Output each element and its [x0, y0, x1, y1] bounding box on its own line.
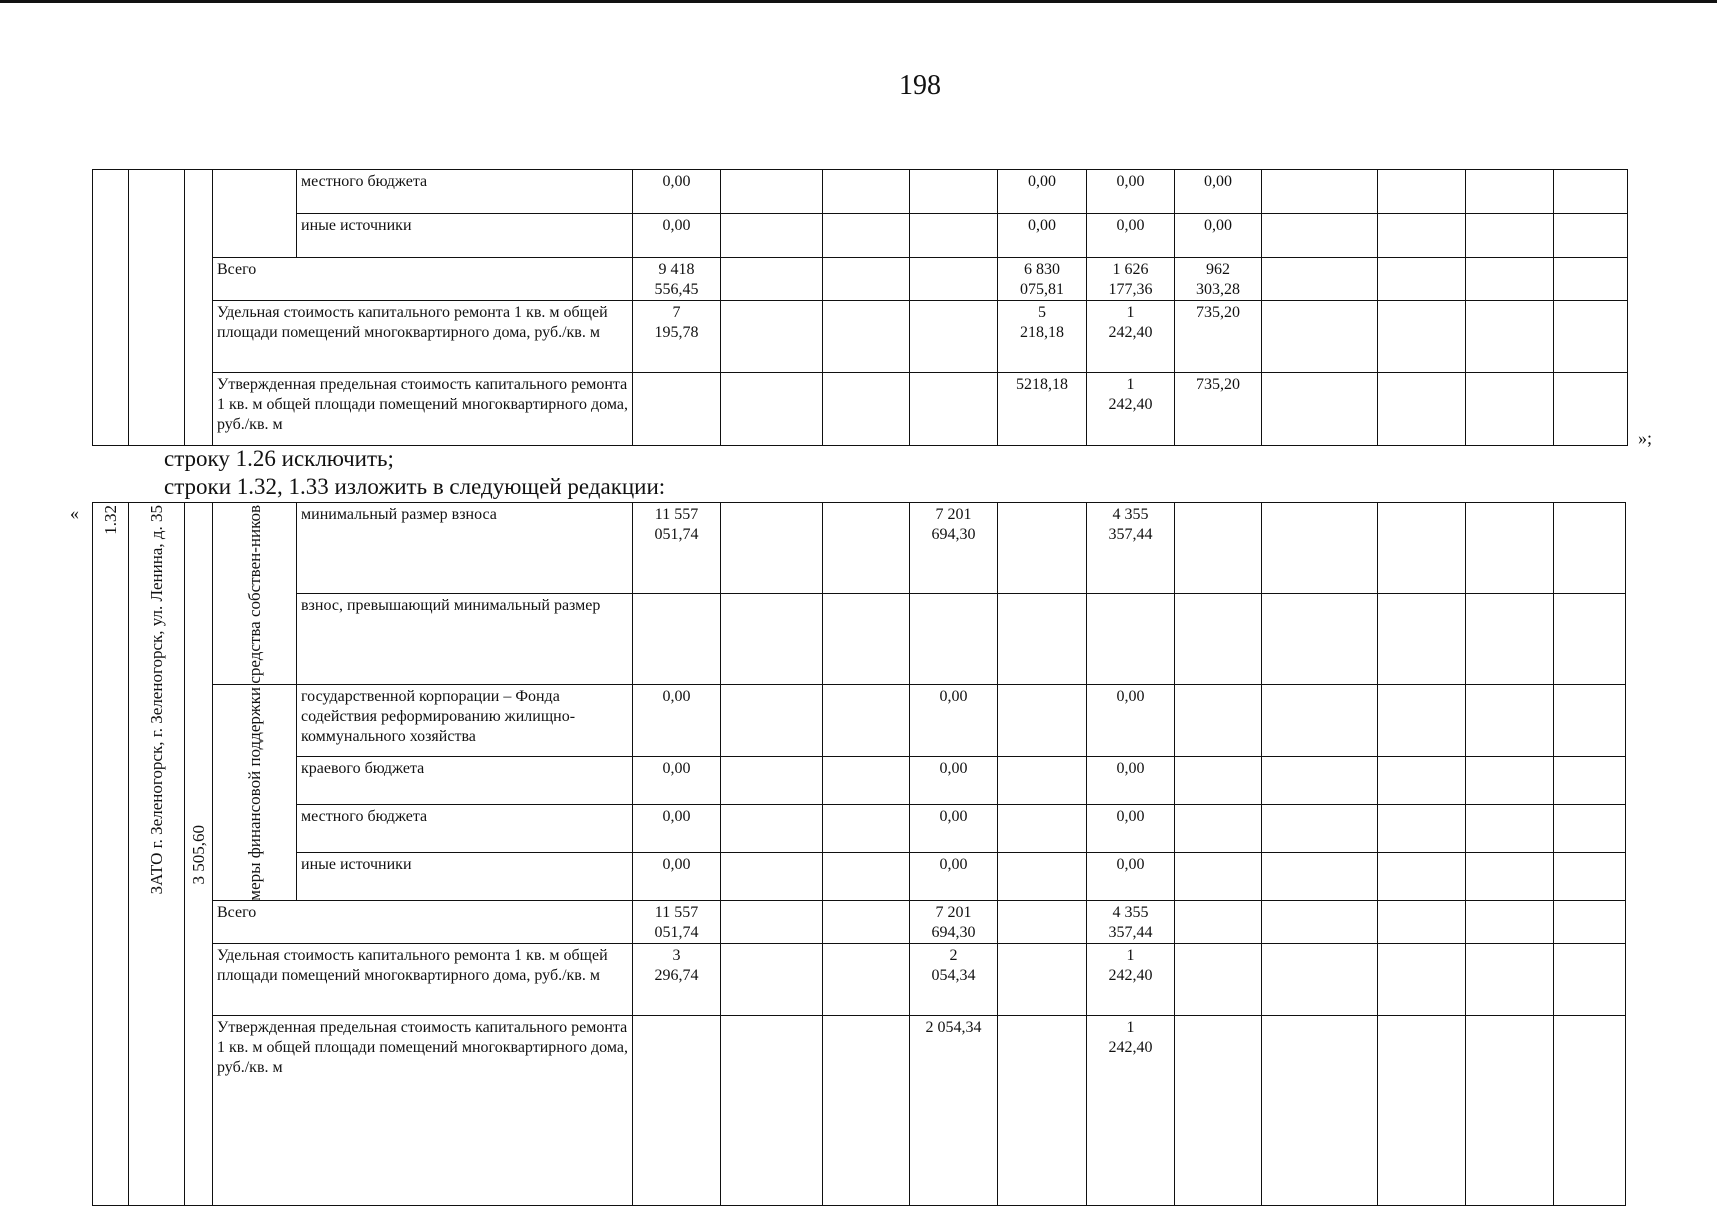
instruction-new-edition: строки 1.32, 1.33 изложить в следующей редакции: [164, 474, 666, 499]
value-cell [823, 756, 910, 804]
value-cell: 4 355 357,44 [1087, 901, 1175, 944]
empty-cell [1378, 901, 1466, 944]
empty-cell [1262, 853, 1378, 901]
value-cell [910, 214, 998, 258]
table-row [93, 853, 1626, 901]
value-cell: 2 054,34 [910, 944, 998, 1016]
empty-cell [1378, 214, 1466, 258]
empty-cell [1554, 170, 1628, 214]
table-row [93, 214, 1628, 258]
value-cell: 1 626 177,36 [1087, 258, 1175, 301]
empty-cell [1554, 373, 1628, 446]
group-cell [213, 170, 297, 258]
table-row [93, 944, 1626, 1016]
value-cell: 3 296,74 [633, 944, 721, 1016]
value-cell: 0,00 [1087, 853, 1175, 901]
empty-cell [1554, 901, 1626, 944]
empty-cell [1262, 503, 1378, 594]
value-cell [998, 503, 1087, 594]
table-row [93, 1016, 1626, 1206]
value-cell [1175, 756, 1262, 804]
row-label: Удельная стоимость капитального ремонта 1 кв. м общей площади помещений многоквартирного дома, руб./кв. м [213, 944, 633, 1016]
empty-cell [1466, 593, 1554, 684]
empty-cell [1262, 258, 1378, 301]
value-cell [823, 214, 910, 258]
empty-cell [1554, 1016, 1626, 1206]
value-cell [1175, 593, 1262, 684]
value-cell: 1 242,40 [1087, 373, 1175, 446]
value-cell [633, 373, 721, 446]
value-cell: 2 054,34 [910, 1016, 998, 1206]
empty-cell [1378, 804, 1466, 852]
row-label: Удельная стоимость капитального ремонта 1 кв. м общей площади помещений многоквартирного дома, руб./кв. м [213, 301, 633, 373]
group-support-cell [213, 684, 297, 901]
value-cell [823, 804, 910, 852]
value-cell [823, 258, 910, 301]
value-cell: 6 830 075,81 [998, 258, 1087, 301]
value-cell [633, 593, 721, 684]
table-row [93, 593, 1626, 684]
value-cell [721, 1016, 823, 1206]
value-cell: 5218,18 [998, 373, 1087, 446]
value-cell: 7 195,78 [633, 301, 721, 373]
value-cell [721, 503, 823, 594]
value-cell: 735,20 [1175, 373, 1262, 446]
empty-cell [1262, 901, 1378, 944]
value-cell: 1 242,40 [1087, 301, 1175, 373]
value-cell: 0,00 [1175, 170, 1262, 214]
row-label: минимальный размер взноса [297, 503, 633, 594]
value-cell: 0,00 [1087, 804, 1175, 852]
value-cell [823, 1016, 910, 1206]
value-cell [998, 901, 1087, 944]
row-label: Всего [213, 258, 633, 301]
address-cell [129, 503, 185, 1206]
value-cell [721, 756, 823, 804]
empty-cell [1466, 170, 1554, 214]
value-cell [721, 944, 823, 1016]
value-cell [1175, 1016, 1262, 1206]
empty-cell [1378, 593, 1466, 684]
value-cell [823, 901, 910, 944]
row-label: иные источники [297, 214, 633, 258]
value-cell [823, 301, 910, 373]
value-cell [910, 258, 998, 301]
value-cell [1175, 804, 1262, 852]
value-cell [1175, 901, 1262, 944]
value-cell: 9 418 556,45 [633, 258, 721, 301]
value-cell [823, 503, 910, 594]
value-cell [823, 853, 910, 901]
row-label: Утвержденная предельная стоимость капитального ремонта 1 кв. м общей площади помещений многоквартирного дома, руб./кв. м [213, 1016, 633, 1206]
value-cell: 0,00 [910, 684, 998, 756]
empty-cell [1554, 756, 1626, 804]
group-owners-cell [213, 503, 297, 685]
value-cell: 0,00 [1087, 684, 1175, 756]
row-number-cell-text: 1.32 [101, 505, 120, 535]
empty-cell [1554, 258, 1628, 301]
top-border-rule [0, 0, 1717, 3]
empty-cell [1466, 258, 1554, 301]
table-row [93, 258, 1628, 301]
value-cell [633, 1016, 721, 1206]
empty-cell [1262, 214, 1378, 258]
value-cell [721, 373, 823, 446]
table-row [93, 804, 1626, 852]
empty-cell [1378, 258, 1466, 301]
value-cell [998, 593, 1087, 684]
row-label: местного бюджета [297, 170, 633, 214]
value-cell: 7 201 694,30 [910, 901, 998, 944]
value-cell [910, 301, 998, 373]
table-row [93, 756, 1626, 804]
value-cell [823, 373, 910, 446]
value-cell [823, 684, 910, 756]
value-cell: 0,00 [633, 756, 721, 804]
empty-cell [1262, 944, 1378, 1016]
empty-cell [1466, 901, 1554, 944]
value-cell: 0,00 [633, 170, 721, 214]
empty-cell [1262, 756, 1378, 804]
empty-cell [1378, 684, 1466, 756]
value-cell [721, 170, 823, 214]
value-cell [998, 944, 1087, 1016]
empty-cell [1466, 853, 1554, 901]
empty-cell [1554, 214, 1628, 258]
area-cell [185, 503, 213, 1206]
closing-quote: »; [1638, 428, 1653, 448]
value-cell [910, 373, 998, 446]
value-cell: 0,00 [910, 756, 998, 804]
value-cell [721, 258, 823, 301]
empty-cell [1466, 1016, 1554, 1206]
row-number-cell [93, 503, 129, 1206]
value-cell [721, 804, 823, 852]
table-row [93, 503, 1626, 594]
empty-cell [1378, 756, 1466, 804]
empty-cell [1466, 804, 1554, 852]
empty-cell [1466, 944, 1554, 1016]
value-cell [721, 593, 823, 684]
budget-table-row-1-32 [92, 502, 1626, 1206]
value-cell [910, 170, 998, 214]
instruction-exclude-row: строку 1.26 исключить; [164, 446, 394, 471]
empty-cell [1554, 503, 1626, 594]
value-cell [823, 170, 910, 214]
value-cell: 735,20 [1175, 301, 1262, 373]
value-cell [998, 804, 1087, 852]
empty-cell [1378, 373, 1466, 446]
table-row [93, 901, 1626, 944]
row-label: Всего [213, 901, 633, 944]
value-cell [1175, 503, 1262, 594]
value-cell [1087, 593, 1175, 684]
value-cell: 11 557 051,74 [633, 901, 721, 944]
empty-cell [1466, 503, 1554, 594]
value-cell: 5 218,18 [998, 301, 1087, 373]
table-row [93, 684, 1626, 756]
empty-cell [1554, 301, 1628, 373]
value-cell: 0,00 [633, 853, 721, 901]
row-label: Утвержденная предельная стоимость капитального ремонта 1 кв. м общей площади помещений многоквартирного дома, руб./кв. м [213, 373, 633, 446]
address-cell-text: ЗАТО г. Зеленогорск, г. Зеленогорск, ул. Ленина, д. 35 [147, 505, 166, 895]
page-number: 198 [899, 70, 941, 101]
value-cell [823, 944, 910, 1016]
row-number-cell [93, 170, 129, 446]
table-row [93, 301, 1628, 373]
area-cell [185, 170, 213, 446]
value-cell [721, 301, 823, 373]
empty-cell [1262, 1016, 1378, 1206]
empty-cell [1466, 214, 1554, 258]
value-cell [721, 853, 823, 901]
opening-quote: « [70, 503, 79, 523]
value-cell: 11 557 051,74 [633, 503, 721, 594]
empty-cell [1554, 853, 1626, 901]
value-cell: 0,00 [910, 804, 998, 852]
empty-cell [1554, 593, 1626, 684]
empty-cell [1466, 684, 1554, 756]
value-cell: 1 242,40 [1087, 1016, 1175, 1206]
value-cell [998, 756, 1087, 804]
empty-cell [1262, 373, 1378, 446]
value-cell [1175, 684, 1262, 756]
empty-cell [1554, 944, 1626, 1016]
empty-cell [1378, 853, 1466, 901]
empty-cell [1378, 170, 1466, 214]
value-cell: 0,00 [633, 684, 721, 756]
budget-table-continuation [92, 169, 1628, 446]
value-cell: 0,00 [910, 853, 998, 901]
value-cell [998, 853, 1087, 901]
empty-cell [1466, 373, 1554, 446]
value-cell: 0,00 [633, 214, 721, 258]
empty-cell [1262, 170, 1378, 214]
value-cell [1175, 944, 1262, 1016]
empty-cell [1554, 804, 1626, 852]
value-cell: 7 201 694,30 [910, 503, 998, 594]
value-cell: 1 242,40 [1087, 944, 1175, 1016]
table-row [93, 170, 1628, 214]
empty-cell [1262, 804, 1378, 852]
value-cell [998, 1016, 1087, 1206]
empty-cell [1262, 684, 1378, 756]
value-cell: 0,00 [1087, 214, 1175, 258]
value-cell [721, 901, 823, 944]
value-cell: 0,00 [633, 804, 721, 852]
empty-cell [1466, 756, 1554, 804]
empty-cell [1554, 684, 1626, 756]
row-label: краевого бюджета [297, 756, 633, 804]
empty-cell [1378, 1016, 1466, 1206]
empty-cell [1378, 301, 1466, 373]
value-cell [823, 593, 910, 684]
value-cell: 0,00 [998, 170, 1087, 214]
empty-cell [1378, 503, 1466, 594]
row-label: государственной корпорации – Фонда содействия реформированию жилищно-коммунального хозяйства [297, 684, 633, 756]
value-cell [910, 593, 998, 684]
value-cell: 4 355 357,44 [1087, 503, 1175, 594]
area-cell-text: 3 505,60 [189, 825, 208, 885]
row-label: местного бюджета [297, 804, 633, 852]
value-cell: 0,00 [1087, 170, 1175, 214]
value-cell [998, 684, 1087, 756]
value-cell: 0,00 [1175, 214, 1262, 258]
value-cell [721, 214, 823, 258]
value-cell: 0,00 [1087, 756, 1175, 804]
value-cell [1175, 853, 1262, 901]
value-cell [721, 684, 823, 756]
group-owners-cell-text: средства собствен-ников [245, 505, 264, 684]
row-label: взнос, превышающий минимальный размер [297, 593, 633, 684]
empty-cell [1466, 301, 1554, 373]
group-support-cell-text: меры финансовой поддержки [245, 686, 264, 901]
row-label: иные источники [297, 853, 633, 901]
address-cell [129, 170, 185, 446]
empty-cell [1262, 301, 1378, 373]
value-cell: 0,00 [998, 214, 1087, 258]
value-cell: 962 303,28 [1175, 258, 1262, 301]
empty-cell [1262, 593, 1378, 684]
empty-cell [1378, 944, 1466, 1016]
table-row [93, 373, 1628, 446]
